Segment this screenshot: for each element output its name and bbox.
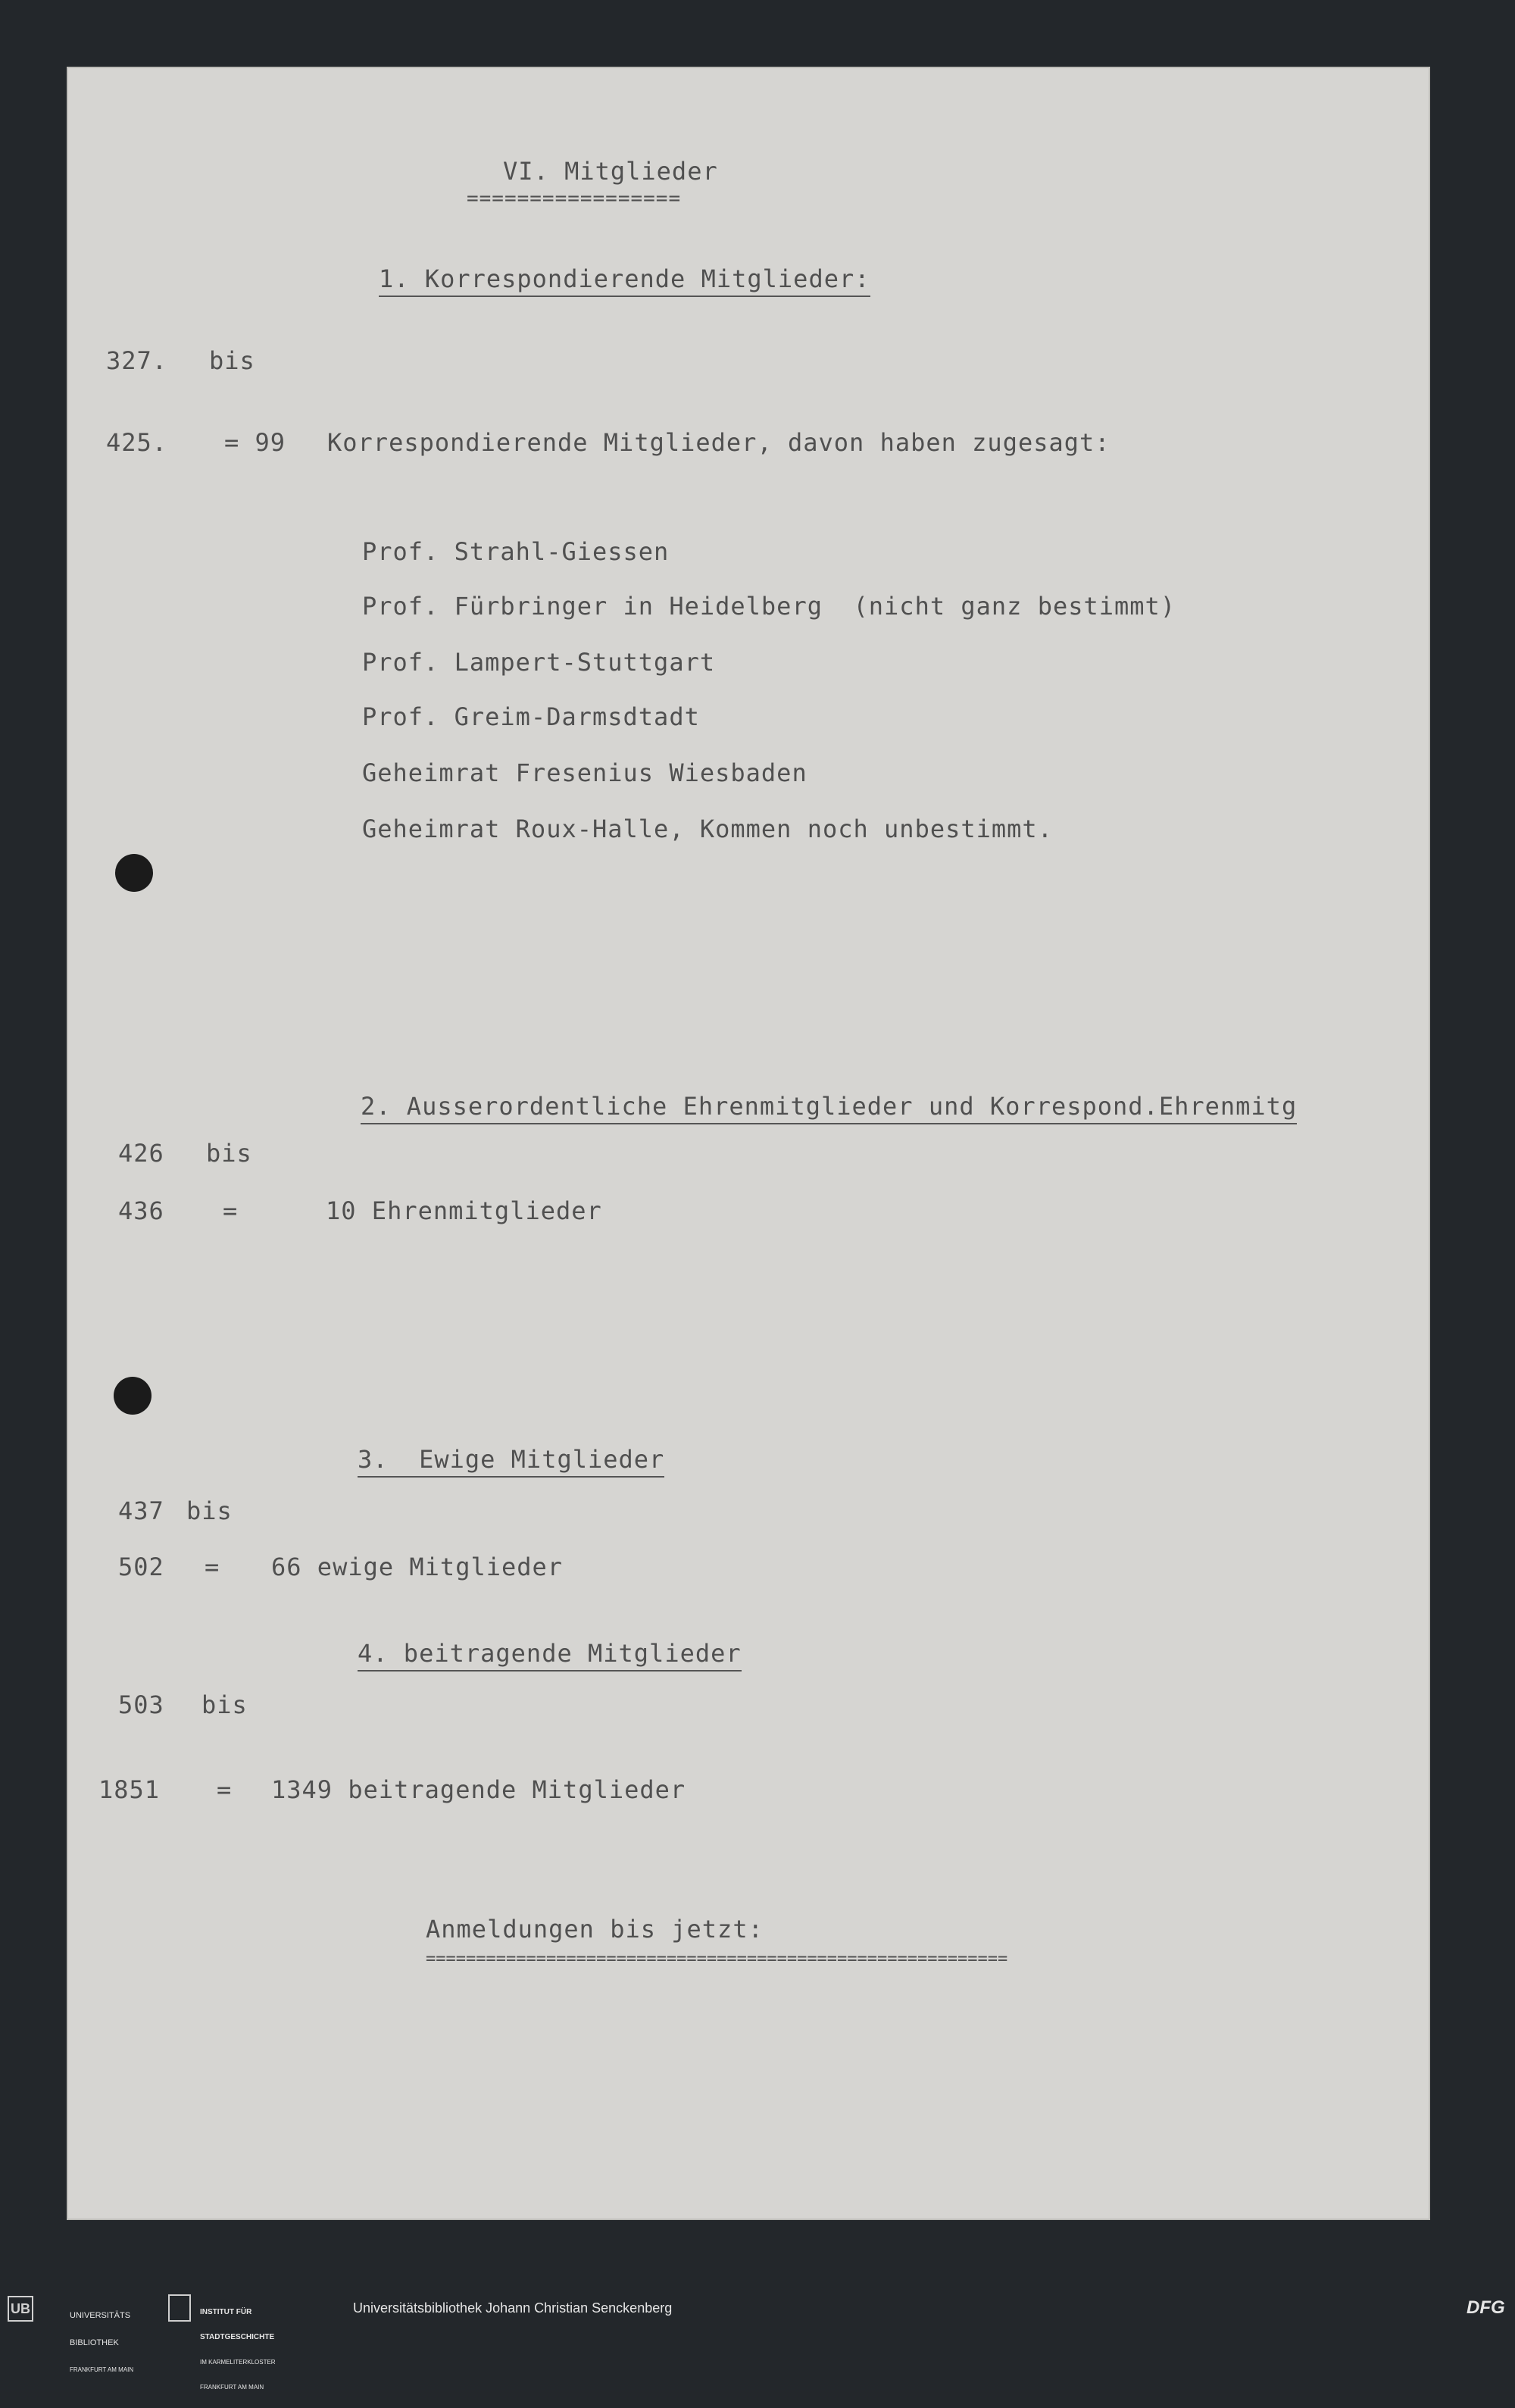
member-item: Prof. Greim-Darmsdtadt bbox=[362, 702, 700, 731]
ub-line: FRANKFURT AM MAIN bbox=[70, 2366, 134, 2373]
institut-line: INSTITUT FÜR bbox=[200, 2308, 252, 2316]
institut-line: IM KARMELITERKLOSTER bbox=[200, 2359, 276, 2366]
section4-range-end: 1851 bbox=[98, 1775, 161, 1804]
section4-eq: = bbox=[217, 1775, 233, 1804]
section3-range-word: bis bbox=[186, 1496, 233, 1525]
section1-range-word: bis bbox=[209, 346, 255, 375]
punch-hole bbox=[115, 854, 153, 892]
section3-eq: = bbox=[205, 1553, 220, 1581]
section2-range-end: 436 bbox=[118, 1196, 164, 1225]
section4-range-word: bis bbox=[201, 1690, 248, 1719]
institut-line: STADTGESCHICHTE bbox=[200, 2333, 275, 2341]
institut-text bbox=[200, 2291, 276, 2408]
section3-description: 66 ewige Mitglieder bbox=[271, 1553, 564, 1581]
section4-title: 4. beitragende Mitglieder bbox=[358, 1638, 742, 1672]
member-item: Geheimrat Fresenius Wiesbaden bbox=[362, 758, 807, 787]
ub-text bbox=[70, 2293, 133, 2393]
section2-range-start: 426 bbox=[118, 1139, 164, 1168]
section4-description: 1349 beitragende Mitglieder bbox=[271, 1775, 686, 1804]
member-item: Prof. Strahl-Giessen bbox=[362, 537, 670, 566]
section1-description: Korrespondierende Mitglieder, davon haben zugesagt: bbox=[327, 428, 1110, 457]
library-name: Universitätsbibliothek Johann Christian Senckenberg bbox=[353, 2300, 673, 2316]
section3-range-end: 502 bbox=[118, 1553, 164, 1581]
institut-line: FRANKFURT AM MAIN bbox=[200, 2384, 264, 2391]
section3-title: 3. Ewige Mitglieder bbox=[358, 1444, 664, 1478]
dfg-logo: DFG bbox=[1467, 2297, 1505, 2318]
ub-line: UNIVERSITÄTS bbox=[70, 2311, 131, 2320]
section2-description: 10 Ehrenmitglieder bbox=[326, 1196, 602, 1225]
section4-range-start: 503 bbox=[118, 1690, 164, 1719]
punch-hole bbox=[114, 1377, 152, 1415]
ub-logo: UB bbox=[8, 2296, 33, 2322]
section3-range-start: 437 bbox=[118, 1496, 164, 1525]
page-heading: VI. Mitglieder bbox=[503, 157, 718, 186]
ub-line: BIBLIOTHEK bbox=[70, 2338, 119, 2347]
member-item: Geheimrat Roux-Halle, Kommen noch unbestimmt. bbox=[362, 815, 1053, 843]
section1-count: = 99 bbox=[224, 428, 286, 457]
member-item: Prof. Fürbringer in Heidelberg (nicht ganz bestimmt) bbox=[362, 592, 1176, 621]
member-item: Prof. Lampert-Stuttgart bbox=[362, 648, 716, 677]
section2-title: 2. Ausserordentliche Ehrenmitglieder und Korrespond.Ehrenmitg bbox=[361, 1091, 1297, 1124]
document-page bbox=[67, 67, 1430, 2220]
registrations-underline: ========================================================== bbox=[426, 1950, 1008, 1969]
section2-eq: = bbox=[223, 1196, 239, 1225]
footer-bar bbox=[0, 2288, 1515, 2391]
registrations-title: Anmeldungen bis jetzt: bbox=[426, 1915, 764, 1944]
heading-underline: ================= bbox=[467, 187, 682, 210]
institut-logo bbox=[168, 2294, 191, 2322]
section1-range-end: 425. bbox=[106, 428, 168, 457]
section1-range-start: 327. bbox=[106, 346, 168, 375]
section2-range-word: bis bbox=[206, 1139, 252, 1168]
section1-title: 1. Korrespondierende Mitglieder: bbox=[379, 264, 870, 297]
